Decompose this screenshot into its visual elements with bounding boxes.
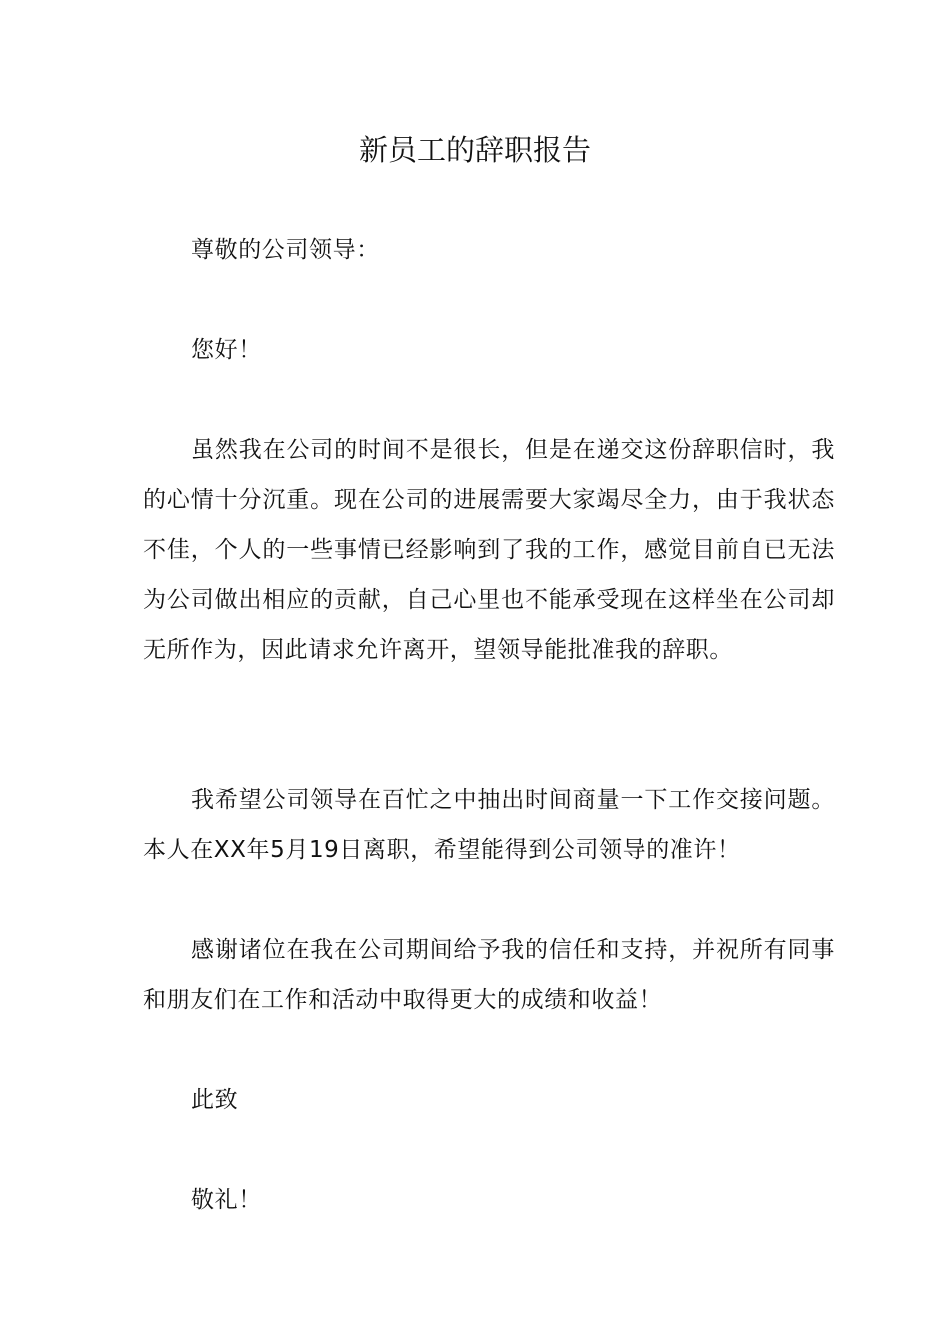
greeting-hello: 您好！ <box>191 337 262 363</box>
document-title: 新员工的辞职报告 <box>358 133 591 167</box>
body-paragraph-handover: 我希望公司领导在百忙之中抽出时间商量一下工作交接问题。本人在XX年5月19日离职，希望能得到公司领导的准许！ <box>143 787 835 863</box>
body-paragraph-thanks: 感谢诸位在我在公司期间给予我的信任和支持，并祝所有同事和朋友们在工作和活动中取得更大的成绩和收益！ <box>143 937 835 1013</box>
salutation: 尊敬的公司领导： <box>191 237 380 263</box>
closing-line-2: 敬礼！ <box>191 1187 262 1213</box>
closing-line-1: 此致 <box>191 1087 239 1113</box>
body-paragraph-reason: 虽然我在公司的时间不是很长，但是在递交这份辞职信时，我的心情十分沉重。现在公司的进展需要大家竭尽全力，由于我状态不佳，个人的一些事情已经影响到了我的工作，感觉目前自已无法为公司做出相应的贡献，自己心里也不能承受现在这样坐在公司却无所作为，因此请求允许离开，望领导能批准我的辞职。 <box>143 437 835 663</box>
